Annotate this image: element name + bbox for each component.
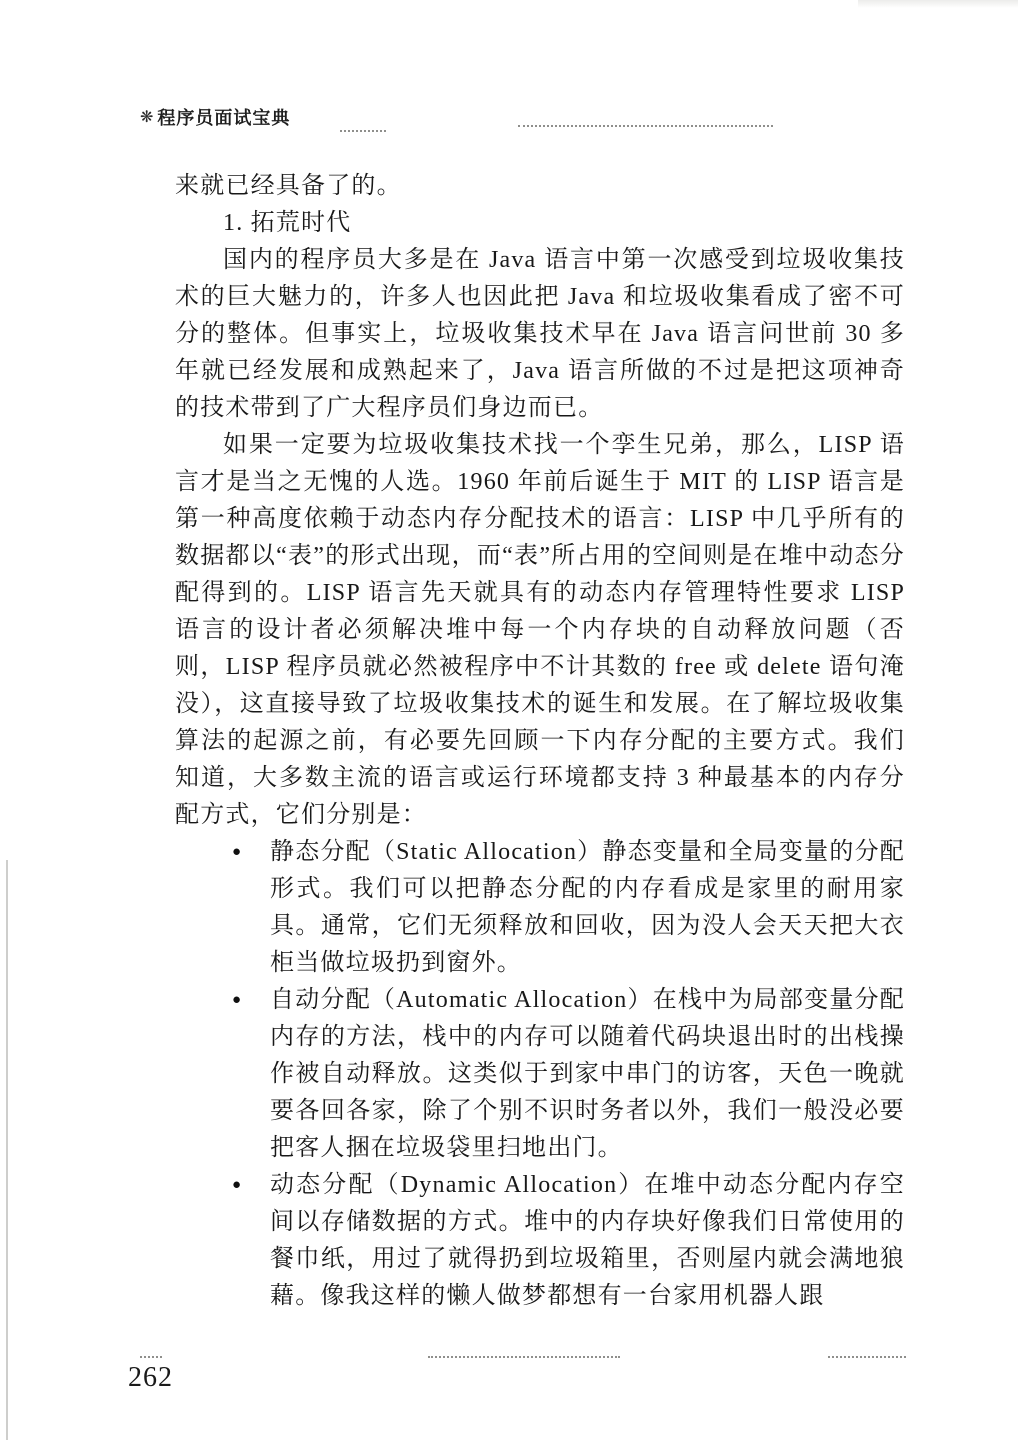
bullet-icon: ● [232, 1177, 243, 1193]
section-heading: 1. 拓荒时代 [223, 210, 352, 236]
bullet-item-automatic-allocation [175, 982, 905, 1167]
paragraph-java-gc: 国内的程序员大多是在 Java 语言中第一次感受到垃圾收集技术的巨大魅力的，许多人也因此把 Java 和垃圾收集看成了密不可分的整体。但事实上，垃圾收集技术早在 Java 语言问世前 30 多年就已经发展和成熟起来了，Java 语言所做的不过是把这项神奇的技术带到了广大程序员们身边而已。 [175, 247, 905, 421]
bullet-text: 自动分配（Automatic Allocation）在栈中为局部变量分配内存的方法，栈中的内存可以随着代码块退出时的出栈操作被自动释放。这类似于到家中串门的访客，天色一晚就要各回各家，除了个别不识时务者以外，我们一般没必要把客人捆在垃圾袋里扫地出门。 [270, 987, 905, 1161]
paragraph-continuation: 来就已经具备了的。 [175, 173, 402, 199]
page-header [140, 104, 900, 134]
ornament-icon: ❋ [140, 109, 154, 126]
bullet-item-static-allocation [175, 834, 905, 982]
bullet-text: 静态分配（Static Allocation）静态变量和全局变量的分配形式。我们可以把静态分配的内存看成是家里的耐用家具。通常，它们无须释放和回收，因为没人会天天把大衣柜当做垃圾扔到窗外。 [270, 839, 905, 976]
footer-dotted-rule-left [140, 1356, 162, 1358]
footer-dotted-rule-mid [428, 1356, 620, 1358]
scan-artifact-left-edge [6, 860, 8, 1440]
footer-dotted-rule-right [828, 1356, 906, 1358]
bullet-item-dynamic-allocation [175, 1167, 905, 1315]
scan-artifact-top-edge [858, 0, 1018, 8]
page-number: 262 [128, 1362, 173, 1393]
bullet-icon: ● [232, 844, 243, 860]
paragraph-lisp-history: 如果一定要为垃圾收集技术找一个孪生兄弟，那么，LISP 语言才是当之无愧的人选。1960 年前后诞生于 MIT 的 LISP 语言是第一种高度依赖于动态内存分配技术的语言：LISP 中几乎所有的数据都以“表”的形式出现，而“表”所占用的空间则是在堆中动态分配得到的。LISP 语言先天就具有的动态内存管理特性要求 LISP 语言的设计者必须解决堆中每一个内存块的自动释放问题（否则，LISP 程序员就必然被程序中不计其数的 free 或 delete 语句淹没），这直接导致了垃圾收集技术的诞生和发展。在了解垃圾收集算法的起源之前，有必要先回顾一下内存分配的主要方式。我们知道，大多数主流的语言或运行环境都支持 3 种最基本的内存分配方式，它们分别是： [175, 432, 905, 828]
bullet-icon: ● [232, 992, 243, 1008]
header-dots [340, 130, 386, 132]
page-body [175, 168, 905, 1315]
book-title: 程序员面试宝典 [157, 108, 291, 128]
bullet-text: 动态分配（Dynamic Allocation）在堆中动态分配内存空间以存储数据的方式。堆中的内存块好像我们日常使用的餐巾纸，用过了就得扔到垃圾箱里，否则屋内就会满地狼藉。像我这样的懒人做梦都想有一台家用机器人跟 [270, 1172, 905, 1309]
header-dotted-rule [518, 125, 773, 127]
